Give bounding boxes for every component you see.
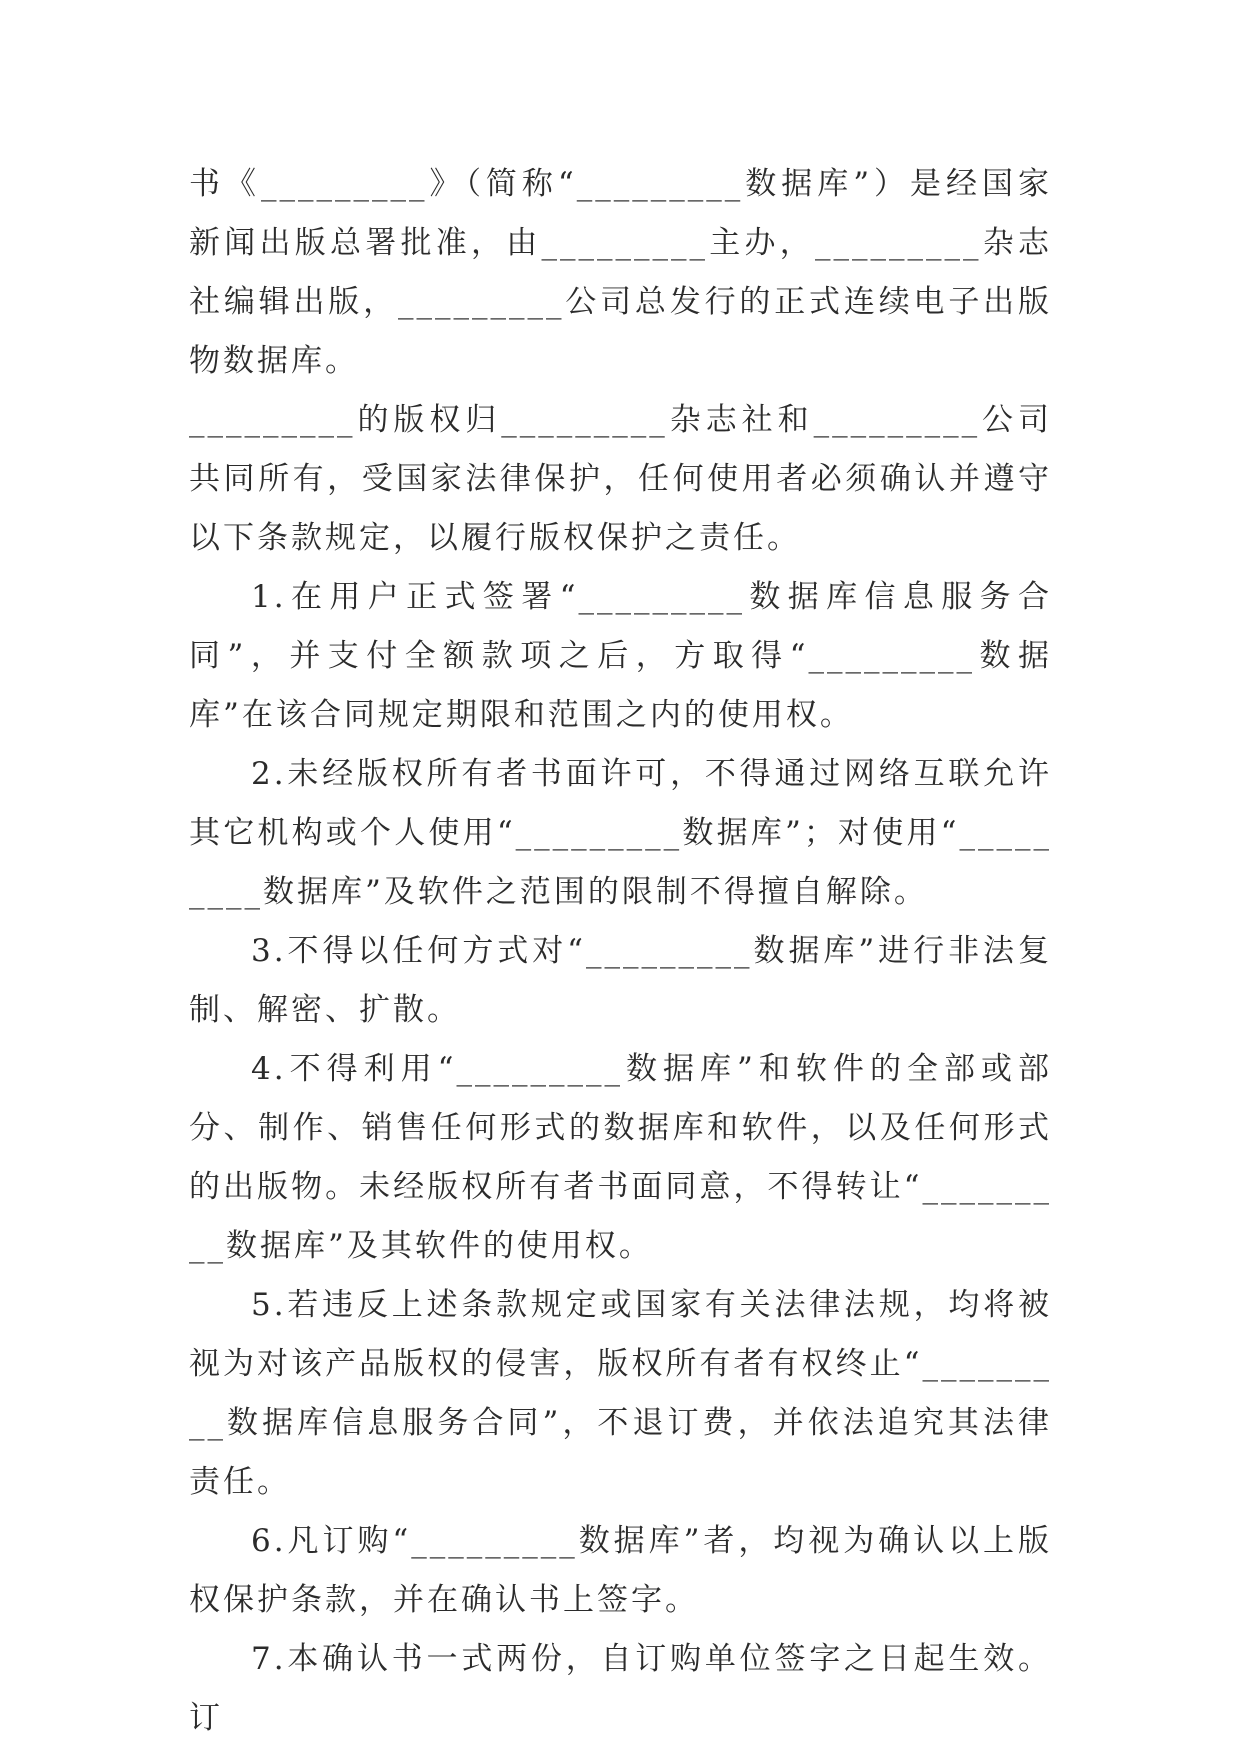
clause-1: 1.在用户正式签署“_________数据库信息服务合同”，并支付全额款项之后，方取得“_________数据库”在该合同规定期限和范围之内的使用权。 [189, 579, 1052, 733]
clause-7: 7.本确认书一式两份，自订购单位签字之日起生效。订 [189, 1641, 1052, 1736]
paragraph-intro: 书《_________》（简称“_________数据库”）是经国家新闻出版总署批准，由_________主办，_________杂志社编辑出版，_________公司总发行的正式连续电子出版物数据库。 [189, 166, 1052, 379]
clause-5: 5.若违反上述条款规定或国家有关法律法规，均将被视为对该产品版权的侵害，版权所有者有权终止“_________数据库信息服务合同”，不退订费，并依法追究其法律责任。 [189, 1287, 1052, 1500]
clause-3: 3.不得以任何方式对“_________数据库”进行非法复制、解密、扩散。 [189, 933, 1052, 1028]
paragraph-copyright-owner: _________的版权归_________杂志社和_________公司共同所有，受国家法律保护，任何使用者必须确认并遵守以下条款规定，以履行版权保护之责任。 [189, 402, 1052, 556]
clause-4: 4.不得利用“_________数据库”和软件的全部或部分、制作、销售任何形式的数据库和软件，以及任何形式的出版物。未经版权所有者书面同意，不得转让“_________数据库”及其软件的使用权。 [189, 1051, 1052, 1264]
clause-2: 2.未经版权所有者书面许可，不得通过网络互联允许其它机构或个人使用“_________数据库”；对使用“_________数据库”及软件之范围的限制不得擅自解除。 [189, 756, 1052, 910]
clause-6: 6.凡订购“_________数据库”者，均视为确认以上版权保护条款，并在确认书上签字。 [189, 1523, 1052, 1618]
document-body [189, 155, 1052, 1748]
